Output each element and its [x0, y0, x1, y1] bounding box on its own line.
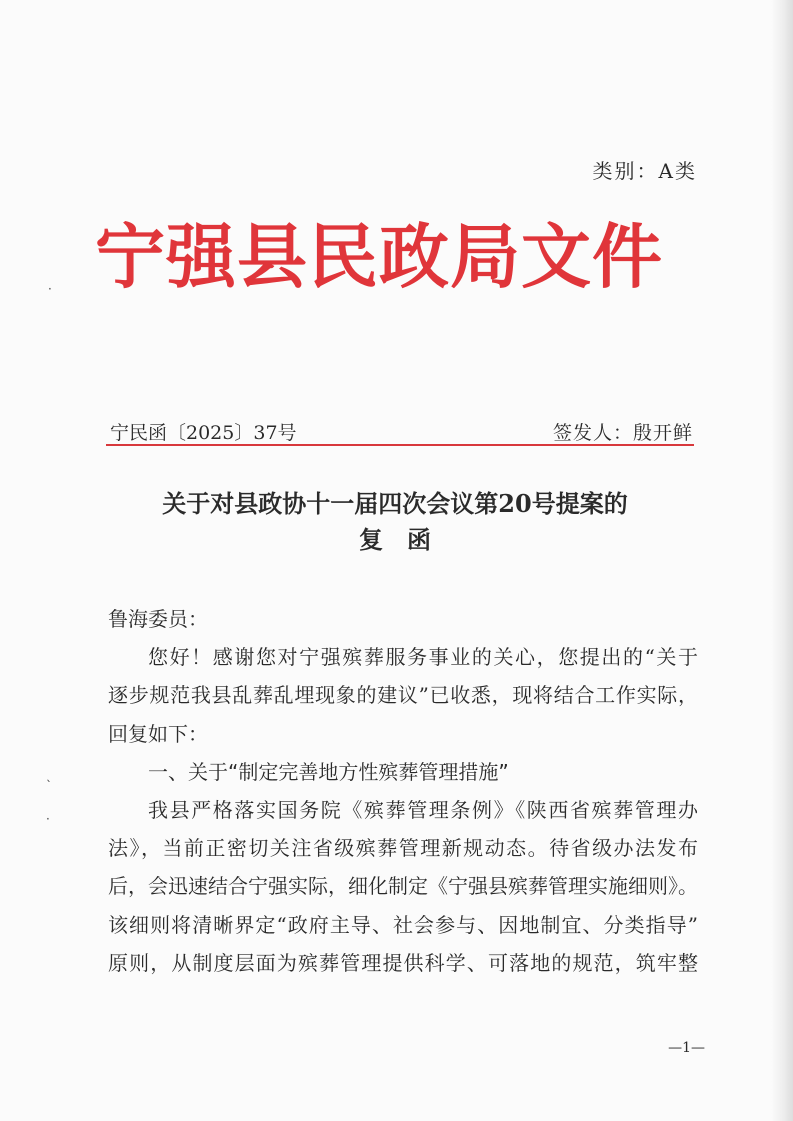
paragraph-1-line-2: 逐步规范我县乱葬乱埋现象的建议”已收悉，现将结合工作实际，: [108, 683, 698, 708]
scan-speck: ˎ: [46, 768, 52, 782]
paragraph-1-line-3: 回复如下：: [108, 721, 208, 746]
red-separator-line: [106, 444, 694, 446]
paragraph-1-line-1: 您好！感谢您对宁强殡葬服务事业的关心，您提出的“关于: [148, 645, 698, 670]
document-number: 宁民函〔2025〕37号: [110, 422, 297, 444]
paragraph-2-line-2: 法》，当前正密切关注省级殡葬管理新规动态。待省级办法发布: [108, 836, 698, 861]
scan-speck: ·: [46, 812, 50, 826]
scan-speck: ·: [48, 282, 52, 296]
document-masthead: 宁强县民政局文件: [95, 216, 663, 298]
document-category: 类别：A类: [592, 159, 697, 183]
salutation: 鲁海委员：: [108, 607, 208, 631]
paragraph-2-line-1: 我县严格落实国务院《殡葬管理条例》《陕西省殡葬管理办: [148, 798, 698, 823]
scan-edge-shadow: [771, 0, 793, 1121]
section-heading-1: 一、关于“制定完善地方性殡葬管理措施”: [148, 759, 509, 784]
document-signer: 签发人：殷开鲜: [552, 422, 693, 444]
document-title: [60, 486, 730, 558]
document-body: [108, 600, 698, 982]
title-line-1: 关于对县政协十一届四次会议第20号提案的: [162, 489, 628, 518]
title-line-2: 复函: [359, 525, 455, 554]
paragraph-2-line-3: 后，会迅速结合宁强实际，细化制定《宁强县殡葬管理实施细则》。: [108, 874, 698, 899]
paragraph-2-line-5: 原则，从制度层面为殡葬管理提供科学、可落地的规范，筑牢整: [108, 950, 698, 975]
page-number: —1—: [668, 1040, 705, 1056]
paragraph-2-line-4: 该细则将清晰界定“政府主导、社会参与、因地制宜、分类指导”: [108, 912, 698, 937]
